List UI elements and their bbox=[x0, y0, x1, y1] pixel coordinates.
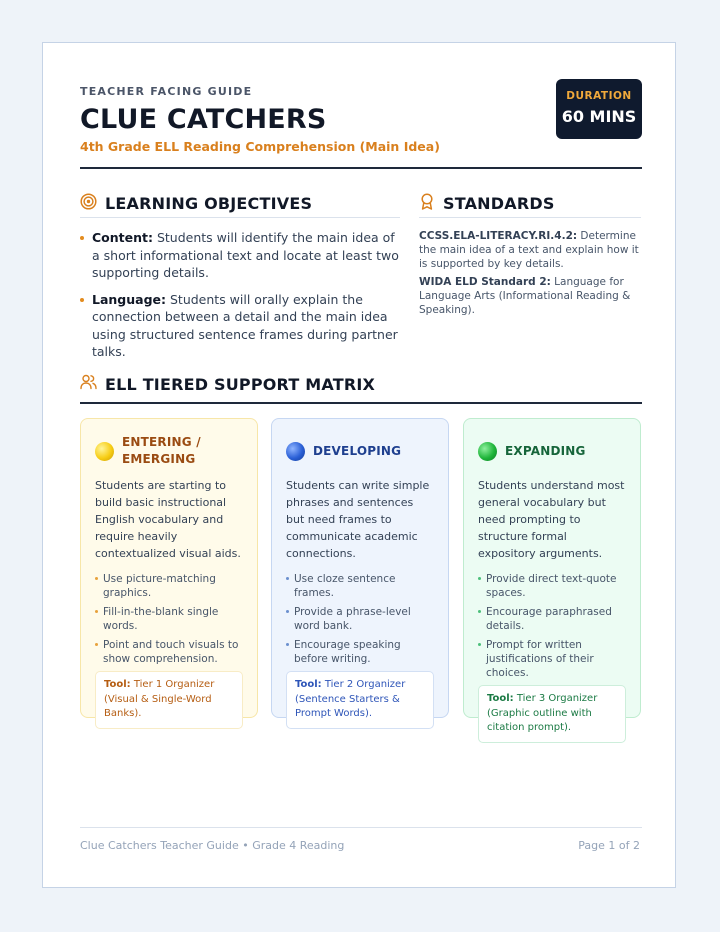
matrix-title: ELL TIERED SUPPORT MATRIX bbox=[105, 374, 376, 394]
objectives-list bbox=[80, 229, 404, 370]
footer-divider bbox=[80, 827, 642, 828]
tier-card-entering bbox=[80, 418, 258, 718]
page-title: CLUE CATCHERS bbox=[80, 104, 327, 135]
duration-label: DURATION bbox=[566, 90, 632, 102]
header-divider bbox=[80, 167, 642, 169]
list-item: Provide direct text-quote spaces. bbox=[478, 572, 626, 600]
tier-header bbox=[286, 433, 434, 469]
footer-title: Clue Catchers Teacher Guide • Grade 4 Reading bbox=[80, 839, 345, 852]
page-header bbox=[80, 85, 642, 154]
standards-divider bbox=[419, 217, 641, 218]
standard-wida: WIDA ELD Standard 2: Language for Language Arts (Informational Reading & Speaking). bbox=[419, 276, 631, 316]
tier-support-list bbox=[478, 572, 626, 680]
users-icon bbox=[80, 374, 97, 394]
standard-ccss: CCSS.ELA-LITERACY.RI.4.2: Determine the main idea of a text and explain how it is supported by key details. bbox=[419, 230, 639, 270]
standards-title: STANDARDS bbox=[443, 194, 555, 213]
page-number: Page 1 of 2 bbox=[578, 839, 640, 852]
standards-heading bbox=[419, 193, 555, 214]
tier-support-list bbox=[286, 572, 434, 666]
list-item: Point and touch visuals to show comprehension. bbox=[95, 638, 243, 666]
tier-card-developing bbox=[271, 418, 449, 718]
blue-circle-icon bbox=[286, 442, 305, 461]
tier-tool-note: Tool: Tier 3 Organizer (Graphic outline with citation prompt). bbox=[478, 685, 626, 743]
tier-name: EXPANDING bbox=[505, 443, 586, 458]
guide-page bbox=[42, 42, 676, 888]
list-item: Use picture-matching graphics. bbox=[95, 572, 243, 600]
list-item: Use cloze sentence frames. bbox=[286, 572, 434, 600]
matrix-heading bbox=[80, 374, 375, 394]
list-item: Prompt for written justifications of their choices. bbox=[478, 638, 626, 680]
duration-value: 60 MINS bbox=[561, 107, 637, 126]
matrix-divider bbox=[80, 402, 642, 404]
objectives-divider bbox=[80, 217, 400, 218]
page-subtitle: 4th Grade ELL Reading Comprehension (Main Idea) bbox=[80, 139, 440, 154]
tier-support-list bbox=[95, 572, 243, 666]
objectives-heading bbox=[80, 193, 312, 214]
list-item: Provide a phrase-level word bank. bbox=[286, 605, 434, 633]
tier-description: Students understand most general vocabulary but need prompting to structure formal expository arguments. bbox=[478, 479, 625, 560]
list-item: Encourage paraphrased details. bbox=[478, 605, 626, 633]
tier-tool-note: Tool: Tier 1 Organizer (Visual & Single-Word Banks). bbox=[95, 671, 243, 729]
duration-badge bbox=[556, 79, 642, 139]
tier-header bbox=[478, 433, 626, 469]
yellow-circle-icon bbox=[95, 442, 114, 461]
list-item: Fill-in-the-blank single words. bbox=[95, 605, 243, 633]
objective-language: Language: Students will orally explain the connection between a detail and the main idea using structured sentence frames during partner talks. bbox=[80, 291, 404, 361]
tier-tool-note: Tool: Tier 2 Organizer (Sentence Starters & Prompt Words). bbox=[286, 671, 434, 729]
target-icon bbox=[80, 193, 97, 214]
objective-content: Content: Students will identify the main idea of a short informational text and locate at least two supporting details. bbox=[80, 229, 404, 282]
list-item: Encourage speaking before writing. bbox=[286, 638, 434, 666]
award-ribbon-icon bbox=[419, 193, 435, 214]
tier-name: DEVELOPING bbox=[313, 443, 402, 458]
tier-card-expanding bbox=[463, 418, 641, 733]
tier-name: ENTERING / EMERGING bbox=[122, 435, 201, 466]
green-circle-icon bbox=[478, 442, 497, 461]
eyebrow-label: TEACHER FACING GUIDE bbox=[80, 85, 253, 98]
standards-list bbox=[419, 229, 639, 321]
tier-header bbox=[95, 433, 243, 469]
objectives-title: LEARNING OBJECTIVES bbox=[105, 194, 313, 213]
tier-description: Students can write simple phrases and sentences but need frames to communicate academic connections. bbox=[286, 479, 430, 560]
tier-description: Students are starting to build basic instructional English vocabulary and require heavily contextualized visual aids. bbox=[95, 479, 241, 560]
